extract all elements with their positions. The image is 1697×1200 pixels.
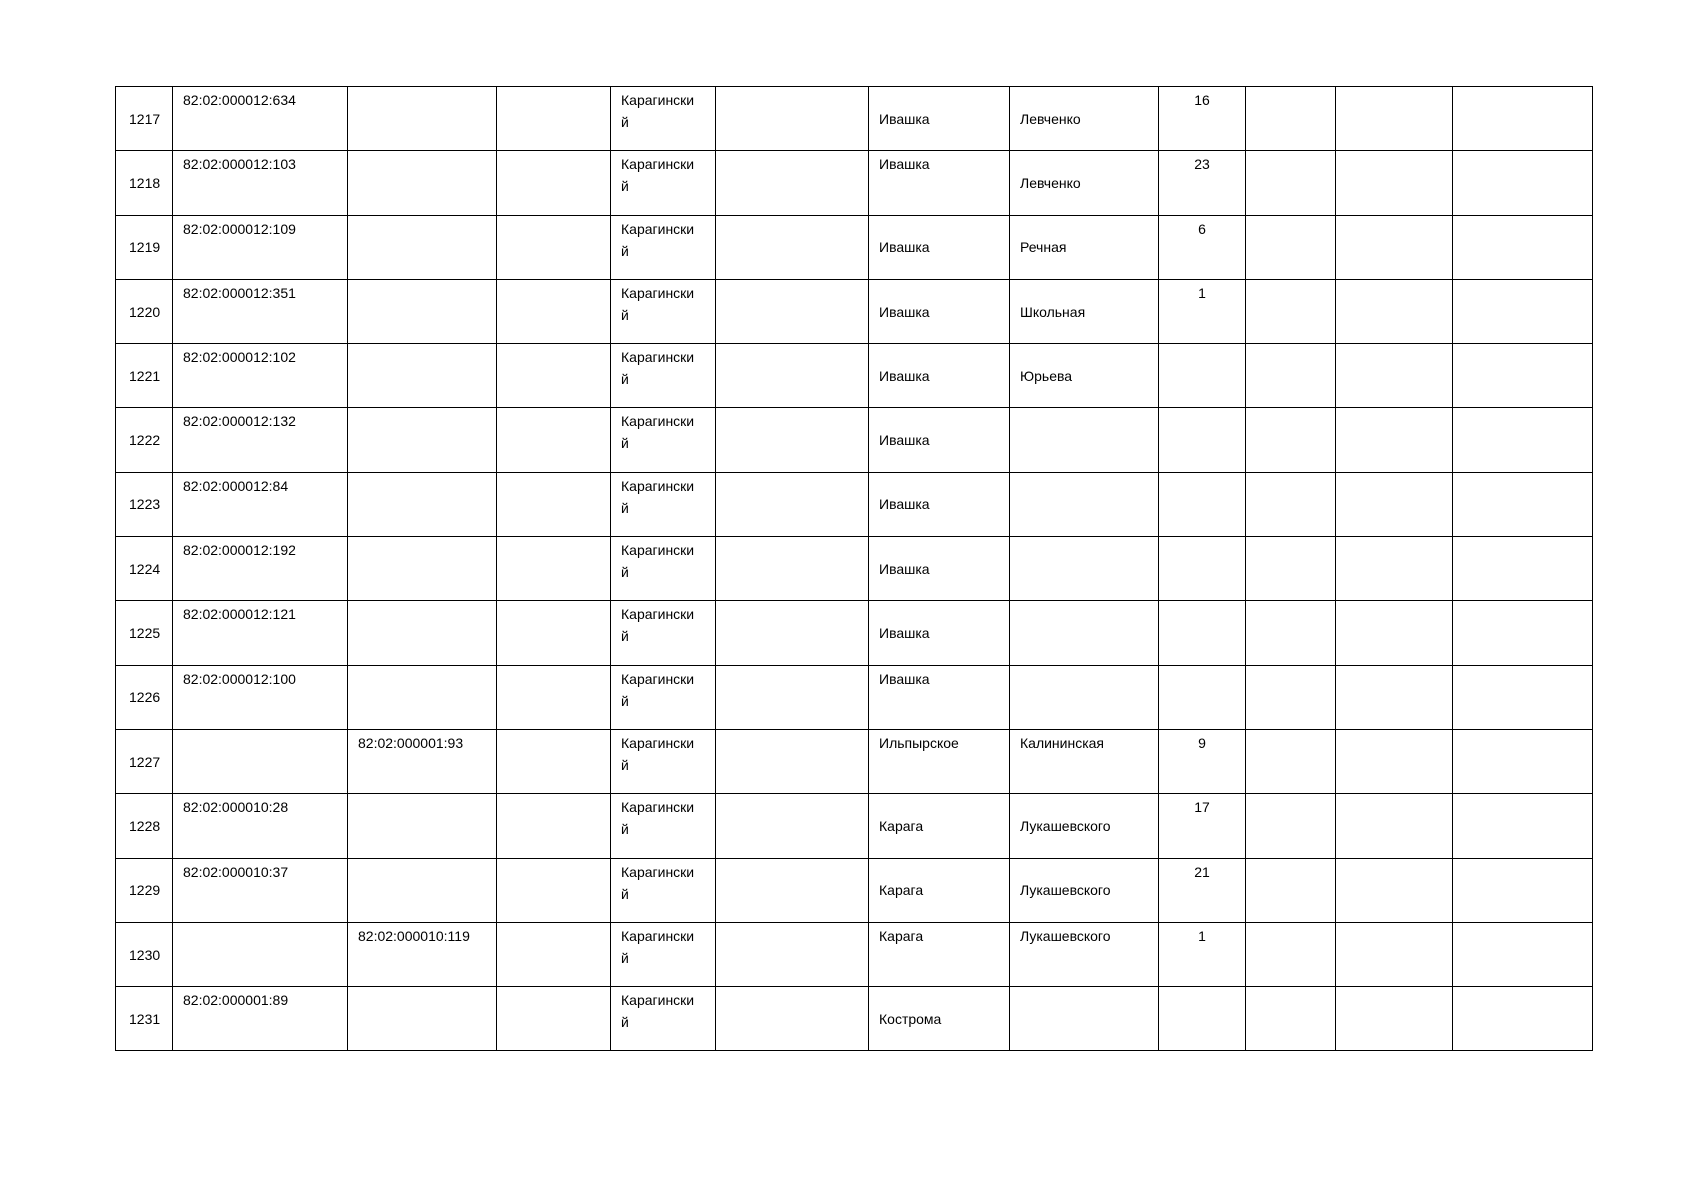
street-cell: Лукашевского [1010, 858, 1159, 922]
cadastral-number-cell: 82:02:000012:109 [173, 215, 348, 279]
cadastral-number-cell: 82:02:000012:102 [173, 344, 348, 408]
locality-cell: Кострома [869, 987, 1010, 1051]
building-cadastral-number-cell: 82:02:000001:93 [348, 729, 497, 793]
street-cell: Левченко [1010, 87, 1159, 151]
empty-cell [1453, 987, 1593, 1051]
row-number-cell: 1226 [116, 665, 173, 729]
empty-cell [1453, 151, 1593, 215]
house-number-cell: 17 [1159, 794, 1246, 858]
empty-cell [1453, 87, 1593, 151]
empty-cell [1246, 601, 1336, 665]
cadastral-number-cell [173, 729, 348, 793]
house-number-cell [1159, 665, 1246, 729]
empty-cell [1453, 537, 1593, 601]
house-number-cell: 23 [1159, 151, 1246, 215]
empty-cell [497, 537, 611, 601]
street-cell: Левченко [1010, 151, 1159, 215]
empty-cell [716, 344, 869, 408]
empty-cell [1453, 472, 1593, 536]
empty-cell [1336, 344, 1453, 408]
district-cell: Карагински й [611, 215, 716, 279]
building-cadastral-number-cell [348, 215, 497, 279]
empty-cell [716, 87, 869, 151]
empty-cell [1336, 601, 1453, 665]
building-cadastral-number-cell [348, 151, 497, 215]
street-cell [1010, 601, 1159, 665]
house-number-cell: 1 [1159, 279, 1246, 343]
table-row [116, 794, 1593, 858]
empty-cell [1453, 729, 1593, 793]
row-number-cell: 1221 [116, 344, 173, 408]
locality-cell: Ивашка [869, 472, 1010, 536]
table-row [116, 344, 1593, 408]
locality-cell: Карага [869, 794, 1010, 858]
empty-cell [1336, 794, 1453, 858]
row-number-cell: 1228 [116, 794, 173, 858]
empty-cell [1336, 151, 1453, 215]
building-cadastral-number-cell: 82:02:000010:119 [348, 922, 497, 986]
building-cadastral-number-cell [348, 279, 497, 343]
empty-cell [1246, 408, 1336, 472]
row-number-cell: 1218 [116, 151, 173, 215]
empty-cell [1336, 215, 1453, 279]
district-cell: Карагински й [611, 987, 716, 1051]
row-number-cell: 1219 [116, 215, 173, 279]
table-row [116, 87, 1593, 151]
row-number-cell: 1231 [116, 987, 173, 1051]
district-cell: Карагински й [611, 87, 716, 151]
street-cell [1010, 665, 1159, 729]
house-number-cell [1159, 408, 1246, 472]
empty-cell [1336, 665, 1453, 729]
table-row [116, 151, 1593, 215]
empty-cell [1246, 344, 1336, 408]
building-cadastral-number-cell [348, 858, 497, 922]
row-number-cell: 1225 [116, 601, 173, 665]
row-number-cell: 1217 [116, 87, 173, 151]
row-number-cell: 1222 [116, 408, 173, 472]
house-number-cell [1159, 537, 1246, 601]
house-number-cell: 21 [1159, 858, 1246, 922]
locality-cell: Ивашка [869, 87, 1010, 151]
building-cadastral-number-cell [348, 987, 497, 1051]
district-cell: Карагински й [611, 601, 716, 665]
row-number-cell: 1227 [116, 729, 173, 793]
cadastral-number-cell: 82:02:000012:121 [173, 601, 348, 665]
district-cell: Карагински й [611, 151, 716, 215]
locality-cell: Ивашка [869, 537, 1010, 601]
street-cell: Речная [1010, 215, 1159, 279]
empty-cell [716, 279, 869, 343]
empty-cell [1246, 729, 1336, 793]
street-cell [1010, 987, 1159, 1051]
empty-cell [497, 729, 611, 793]
empty-cell [1453, 665, 1593, 729]
row-number-cell: 1229 [116, 858, 173, 922]
empty-cell [1336, 922, 1453, 986]
empty-cell [1246, 537, 1336, 601]
cadastral-number-cell [173, 922, 348, 986]
table-row [116, 729, 1593, 793]
empty-cell [716, 665, 869, 729]
table-row [116, 537, 1593, 601]
table-row [116, 987, 1593, 1051]
empty-cell [1336, 408, 1453, 472]
empty-cell [497, 601, 611, 665]
locality-cell: Ивашка [869, 601, 1010, 665]
empty-cell [1336, 472, 1453, 536]
empty-cell [497, 408, 611, 472]
locality-cell: Карага [869, 922, 1010, 986]
empty-cell [716, 151, 869, 215]
district-cell: Карагински й [611, 794, 716, 858]
empty-cell [1246, 279, 1336, 343]
empty-cell [497, 344, 611, 408]
table-row [116, 215, 1593, 279]
cadastral-number-cell: 82:02:000012:351 [173, 279, 348, 343]
street-cell [1010, 472, 1159, 536]
empty-cell [1336, 729, 1453, 793]
empty-cell [1246, 922, 1336, 986]
building-cadastral-number-cell [348, 665, 497, 729]
empty-cell [1453, 794, 1593, 858]
empty-cell [497, 87, 611, 151]
table-row [116, 472, 1593, 536]
empty-cell [497, 151, 611, 215]
empty-cell [716, 729, 869, 793]
locality-cell: Ивашка [869, 151, 1010, 215]
empty-cell [1246, 794, 1336, 858]
empty-cell [716, 601, 869, 665]
empty-cell [1246, 215, 1336, 279]
empty-cell [497, 858, 611, 922]
building-cadastral-number-cell [348, 537, 497, 601]
empty-cell [1246, 858, 1336, 922]
street-cell [1010, 537, 1159, 601]
street-cell [1010, 408, 1159, 472]
registry-body [116, 87, 1593, 1051]
house-number-cell [1159, 472, 1246, 536]
empty-cell [497, 987, 611, 1051]
locality-cell: Ивашка [869, 665, 1010, 729]
empty-cell [1246, 151, 1336, 215]
empty-cell [1453, 858, 1593, 922]
table-row [116, 279, 1593, 343]
empty-cell [1453, 408, 1593, 472]
locality-cell: Ивашка [869, 215, 1010, 279]
row-number-cell: 1220 [116, 279, 173, 343]
row-number-cell: 1224 [116, 537, 173, 601]
row-number-cell: 1230 [116, 922, 173, 986]
empty-cell [716, 858, 869, 922]
cadastral-number-cell: 82:02:000012:100 [173, 665, 348, 729]
cadastral-number-cell: 82:02:000012:192 [173, 537, 348, 601]
cadastral-number-cell: 82:02:000012:634 [173, 87, 348, 151]
property-registry-table [115, 86, 1593, 1051]
empty-cell [497, 279, 611, 343]
house-number-cell [1159, 601, 1246, 665]
empty-cell [1453, 215, 1593, 279]
building-cadastral-number-cell [348, 794, 497, 858]
district-cell: Карагински й [611, 279, 716, 343]
locality-cell: Ильпырское [869, 729, 1010, 793]
row-number-cell: 1223 [116, 472, 173, 536]
empty-cell [716, 987, 869, 1051]
empty-cell [1453, 601, 1593, 665]
locality-cell: Ивашка [869, 408, 1010, 472]
cadastral-number-cell: 82:02:000012:132 [173, 408, 348, 472]
empty-cell [497, 215, 611, 279]
empty-cell [1246, 87, 1336, 151]
district-cell: Карагински й [611, 472, 716, 536]
house-number-cell [1159, 344, 1246, 408]
empty-cell [716, 794, 869, 858]
building-cadastral-number-cell [348, 87, 497, 151]
street-cell: Юрьева [1010, 344, 1159, 408]
table-row [116, 408, 1593, 472]
building-cadastral-number-cell [348, 472, 497, 536]
locality-cell: Ивашка [869, 279, 1010, 343]
empty-cell [1336, 987, 1453, 1051]
street-cell: Школьная [1010, 279, 1159, 343]
district-cell: Карагински й [611, 665, 716, 729]
table-row [116, 858, 1593, 922]
cadastral-number-cell: 82:02:000012:84 [173, 472, 348, 536]
table-row [116, 665, 1593, 729]
empty-cell [1336, 279, 1453, 343]
house-number-cell: 9 [1159, 729, 1246, 793]
empty-cell [1453, 922, 1593, 986]
street-cell: Калининская [1010, 729, 1159, 793]
empty-cell [716, 408, 869, 472]
house-number-cell: 6 [1159, 215, 1246, 279]
empty-cell [497, 794, 611, 858]
locality-cell: Ивашка [869, 344, 1010, 408]
house-number-cell: 1 [1159, 922, 1246, 986]
empty-cell [1336, 858, 1453, 922]
empty-cell [497, 665, 611, 729]
district-cell: Карагински й [611, 922, 716, 986]
district-cell: Карагински й [611, 537, 716, 601]
building-cadastral-number-cell [348, 601, 497, 665]
empty-cell [1246, 665, 1336, 729]
empty-cell [716, 472, 869, 536]
cadastral-number-cell: 82:02:000012:103 [173, 151, 348, 215]
district-cell: Карагински й [611, 408, 716, 472]
district-cell: Карагински й [611, 729, 716, 793]
district-cell: Карагински й [611, 858, 716, 922]
house-number-cell: 16 [1159, 87, 1246, 151]
empty-cell [1246, 472, 1336, 536]
building-cadastral-number-cell [348, 344, 497, 408]
cadastral-number-cell: 82:02:000001:89 [173, 987, 348, 1051]
street-cell: Лукашевского [1010, 922, 1159, 986]
empty-cell [716, 215, 869, 279]
street-cell: Лукашевского [1010, 794, 1159, 858]
empty-cell [497, 922, 611, 986]
empty-cell [716, 922, 869, 986]
locality-cell: Карага [869, 858, 1010, 922]
table-row [116, 601, 1593, 665]
district-cell: Карагински й [611, 344, 716, 408]
empty-cell [1453, 344, 1593, 408]
empty-cell [1336, 537, 1453, 601]
empty-cell [1246, 987, 1336, 1051]
table-row [116, 922, 1593, 986]
cadastral-number-cell: 82:02:000010:37 [173, 858, 348, 922]
empty-cell [1336, 87, 1453, 151]
empty-cell [497, 472, 611, 536]
building-cadastral-number-cell [348, 408, 497, 472]
empty-cell [1453, 279, 1593, 343]
cadastral-number-cell: 82:02:000010:28 [173, 794, 348, 858]
house-number-cell [1159, 987, 1246, 1051]
empty-cell [716, 537, 869, 601]
